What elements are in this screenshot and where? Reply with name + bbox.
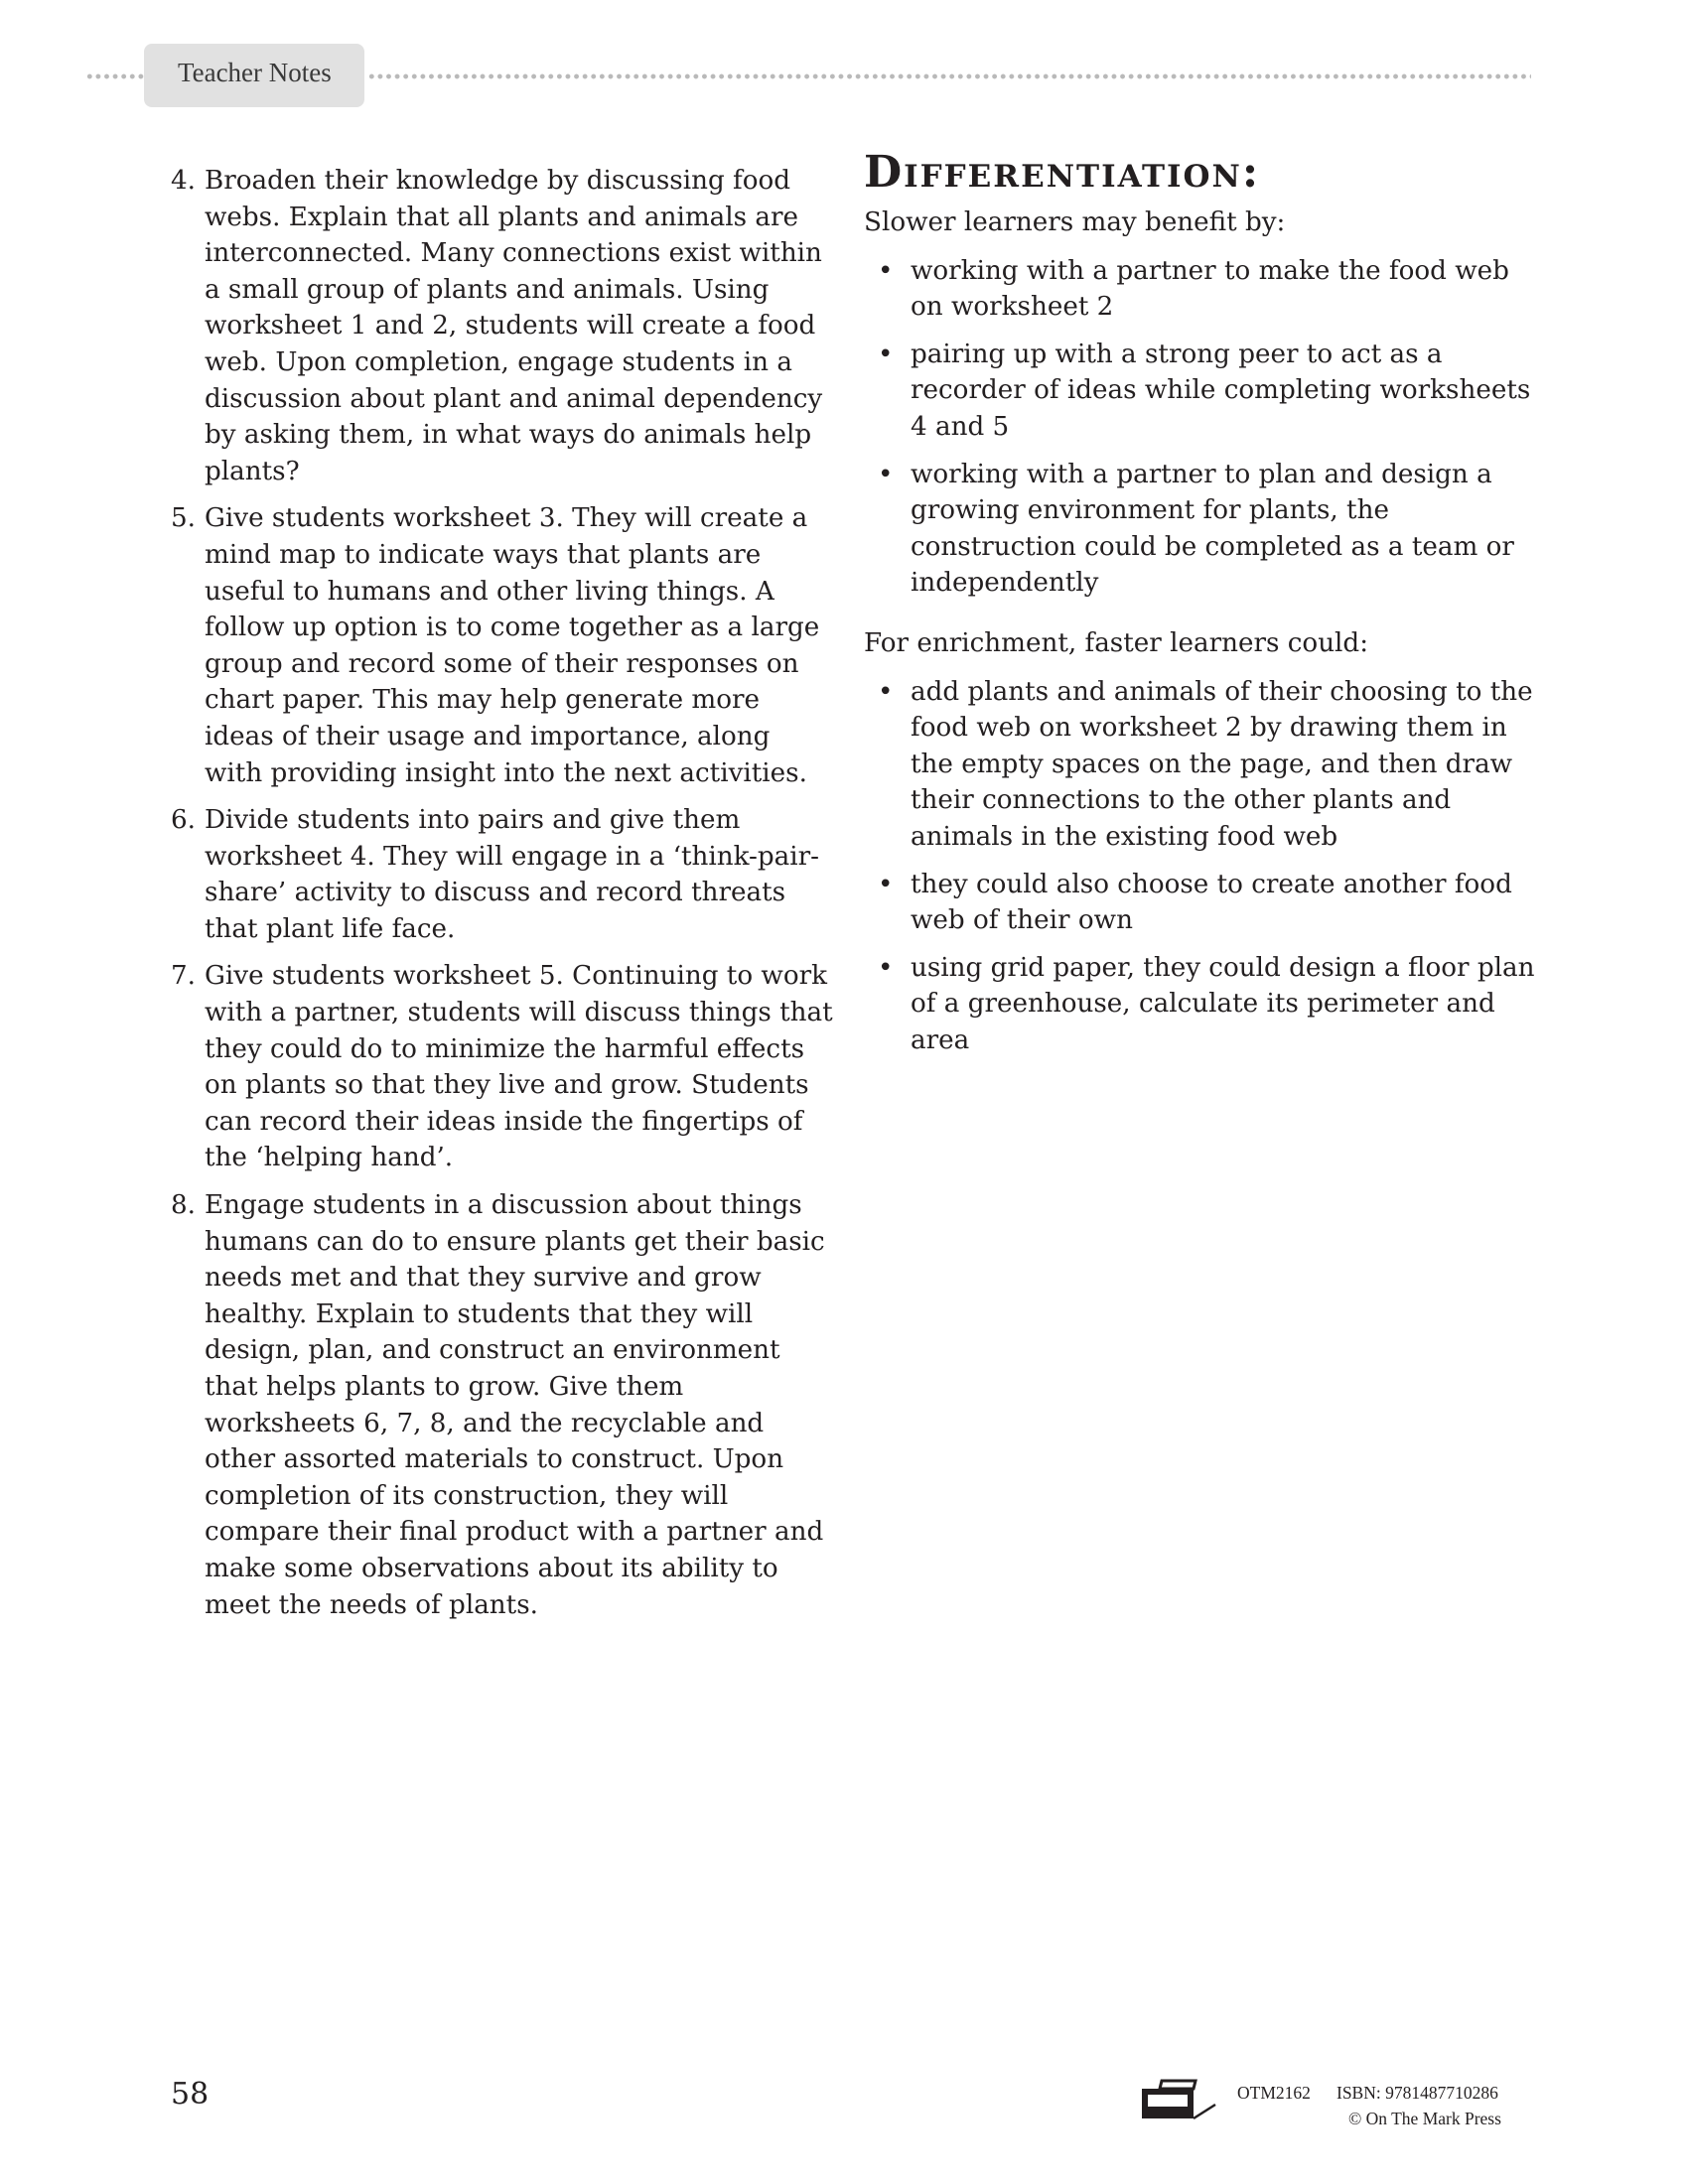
bullet-icon: • (878, 255, 894, 286)
header-dotted-rule-left (85, 72, 145, 80)
slower-learners-intro: Slower learners may benefit by: (864, 207, 1286, 237)
instruction-list (171, 163, 834, 1623)
header-dotted-rule-right (367, 72, 1531, 80)
instruction-item (171, 802, 834, 947)
teacher-notes-column (171, 163, 834, 1634)
section-tab (144, 44, 364, 107)
bullet-icon: • (878, 676, 894, 707)
list-item (864, 867, 1539, 939)
list-item (864, 674, 1539, 856)
list-item-text: working with a partner to plan and design a growing environment for plants, the construction could be completed as a team or independently (911, 459, 1514, 599)
page-number: 58 (171, 2077, 210, 2112)
list-item-text: working with a partner to make the food web on worksheet 2 (911, 255, 1509, 323)
differentiation-heading: Differentiation: (864, 147, 1261, 198)
list-item-text: they could also choose to create another food web of their own (911, 869, 1512, 936)
instruction-text: Divide students into pairs and give them worksheet 4. They will engage in a ‘think-pair-share’ activity to discuss and record threats that plant life face. (205, 805, 819, 944)
isbn: ISBN: 9781487710286 (1336, 2083, 1498, 2103)
instruction-number: 6. (171, 805, 196, 836)
list-item (864, 253, 1539, 326)
bullet-icon: • (878, 459, 894, 489)
slower-learners-list (864, 253, 1539, 602)
list-item-text: pairing up with a strong peer to act as a recorder of ideas while completing worksheets 4 and 5 (911, 339, 1531, 442)
instruction-text: Give students worksheet 3. They will create a mind map to indicate ways that plants are useful to humans and other living things. A follow up option is to come together as a large group and record some of their responses on chart paper. This may help generate more ideas of their usage and importance, along with providing insight into the next activities. (205, 503, 820, 788)
instruction-item (171, 958, 834, 1176)
list-item-text: using grid paper, they could design a floor plan of a greenhouse, calculate its perimeter and area (911, 952, 1535, 1055)
bullet-icon: • (878, 339, 894, 369)
copyright: © On The Mark Press (1348, 2109, 1501, 2128)
instruction-item (171, 500, 834, 791)
list-item (864, 457, 1539, 602)
on-the-mark-press-logo-icon (1140, 2077, 1217, 2126)
instruction-text: Engage students in a discussion about things humans can do to ensure plants get their basic needs met and that they survive and grow healthy. Explain to students that they will design, plan, and construct an environment that helps plants to grow. Give them worksheets 6, 7, 8, and the recyclable and other assorted materials to construct. Upon completion of its construction, they will compare their final product with a partner and make some observations about its ability to meet the needs of plants. (205, 1190, 825, 1620)
list-item (864, 950, 1539, 1059)
instruction-text: Broaden their knowledge by discussing food webs. Explain that all plants and animals are interconnected. Many connections exist within a small group of plants and animals. Using worksheet 1 and 2, students will create a food web. Upon completion, engage students in a discussion about plant and animal dependency by asking them, in what ways do animals help plants? (205, 166, 823, 486)
section-tab-label: Teacher Notes (178, 58, 332, 87)
enrichment-list (864, 674, 1539, 1059)
list-item (864, 337, 1539, 446)
bullet-icon: • (878, 952, 894, 983)
bullet-icon: • (878, 869, 894, 899)
list-item-text: add plants and animals of their choosing to the food web on worksheet 2 by drawing them in the empty spaces on the page, and then draw their connections to the other plants and animals in the existing food web (911, 676, 1533, 852)
instruction-number: 7. (171, 961, 196, 992)
instruction-text: Give students worksheet 5. Continuing to work with a partner, students will discuss things that they could do to minimize the harmful effects on plants so that they live and grow. Students can record their ideas inside the fingertips of the ‘helping hand’. (205, 961, 833, 1173)
differentiation-column (864, 147, 1539, 1069)
product-code: OTM2162 (1237, 2083, 1311, 2103)
instruction-number: 4. (171, 166, 196, 196)
instruction-item (171, 1187, 834, 1623)
instruction-number: 5. (171, 503, 196, 534)
instruction-item (171, 163, 834, 489)
instruction-number: 8. (171, 1190, 196, 1221)
enrichment-intro: For enrichment, faster learners could: (864, 627, 1369, 658)
